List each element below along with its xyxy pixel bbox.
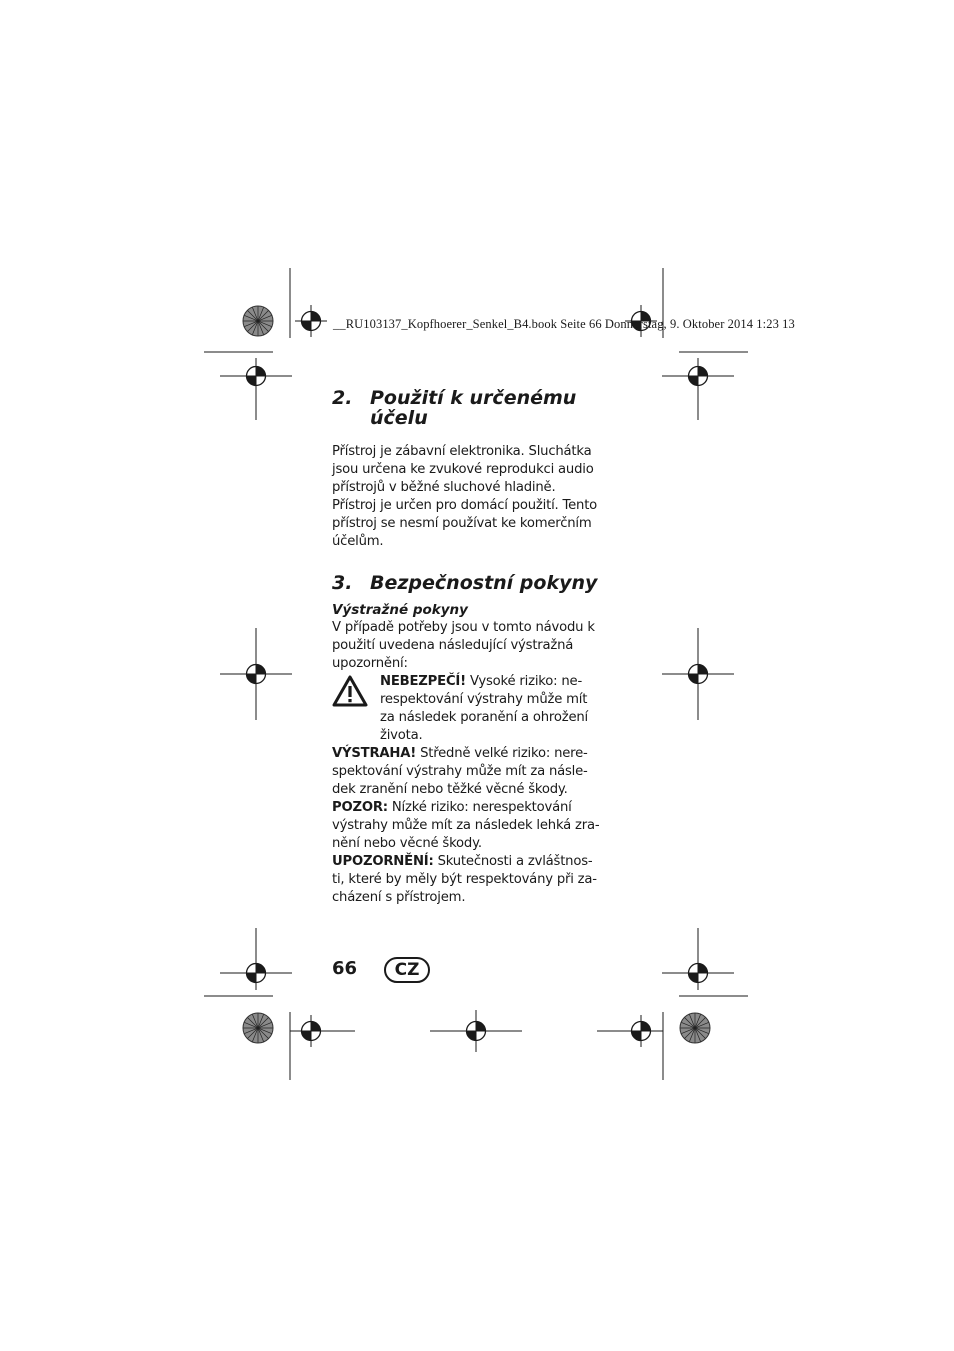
registration-mark-icon [460, 1015, 492, 1047]
color-target-icon [243, 1013, 273, 1043]
notice-first-line: Skutečnosti a zvláštnos- [433, 854, 593, 869]
registration-mark-icon [625, 1015, 657, 1047]
intro-line: upozornění: [332, 656, 408, 671]
section-2-title-line2: účelu [370, 407, 428, 429]
notice-line: cházení s přístrojem. [332, 890, 466, 905]
danger-text [380, 673, 604, 745]
color-target-icon [680, 1013, 710, 1043]
danger-line: života. [380, 728, 423, 743]
caution-first-line: Nízké riziko: nerespektování [387, 800, 572, 815]
registration-mark-icon [240, 957, 272, 989]
section-3-heading [332, 573, 604, 593]
caution-line: výstrahy může mít za následek lehká zra- [332, 818, 600, 833]
section-2-heading [332, 388, 604, 428]
country-code-badge: CZ [384, 957, 430, 983]
notice-label: UPOZORNĚNÍ: [332, 854, 434, 869]
warning-line: spektování výstrahy může mít za násle- [332, 764, 588, 779]
section-2-line: přístroj se nesmí používat ke komerčním [332, 516, 592, 531]
section-2-line: Přístroj je určen pro domácí použití. Tento [332, 498, 598, 513]
danger-label: NEBEZPEČÍ! [380, 674, 466, 689]
danger-block [332, 673, 604, 745]
warnings-subtitle: Výstražné pokyny [332, 602, 468, 618]
registration-mark-icon [240, 360, 272, 392]
registration-mark-icon [240, 658, 272, 690]
section-2-line: Přístroj je zábavní elektronika. Sluchátka [332, 444, 592, 459]
warning-triangle-icon [332, 673, 380, 745]
danger-line: za následek poranění a ohrožení [380, 710, 588, 725]
danger-first-line: Vysoké riziko: ne- [465, 674, 582, 689]
section-3-number: 3. [332, 572, 353, 594]
warning-label: VÝSTRAHA! [332, 746, 417, 761]
section-2-line: přístrojů v běžné sluchové hladině. [332, 480, 556, 495]
registration-mark-icon [682, 957, 714, 989]
caution-label: POZOR: [332, 800, 388, 815]
section-2-title-line1: Použití k určenému [370, 387, 577, 409]
section-2-number: 2. [332, 387, 353, 409]
registration-mark-icon [295, 305, 327, 337]
registration-mark-icon [682, 360, 714, 392]
section-2-line: jsou určena ke zvukové reprodukci audio [332, 462, 594, 477]
warning-line: dek zranění nebo těžké věcné škody. [332, 782, 568, 797]
intro-line: V případě potřeby jsou v tomto návodu k [332, 620, 595, 635]
intro-line: použití uvedena následující výstražná [332, 638, 574, 653]
danger-line: respektování výstrahy může mít [380, 692, 588, 707]
registration-mark-icon [682, 658, 714, 690]
registration-mark-icon [295, 1015, 327, 1047]
section-3-title: Bezpečnostní pokyny [370, 572, 598, 594]
color-target-icon [243, 306, 273, 336]
notice-line: ti, které by měly být respektovány při za- [332, 872, 597, 887]
section-2-line: účelům. [332, 534, 384, 549]
print-slug: __RU103137_Kopfhoerer_Senkel_B4.book Seite 66 Donnerstag, 9. Oktober 2014 1:23 13 [333, 317, 795, 331]
page-number: 66 [332, 958, 358, 979]
caution-line: nění nebo věcné škody. [332, 836, 482, 851]
warning-first-line: Středně velké riziko: nere- [416, 746, 588, 761]
page-content [332, 388, 604, 907]
